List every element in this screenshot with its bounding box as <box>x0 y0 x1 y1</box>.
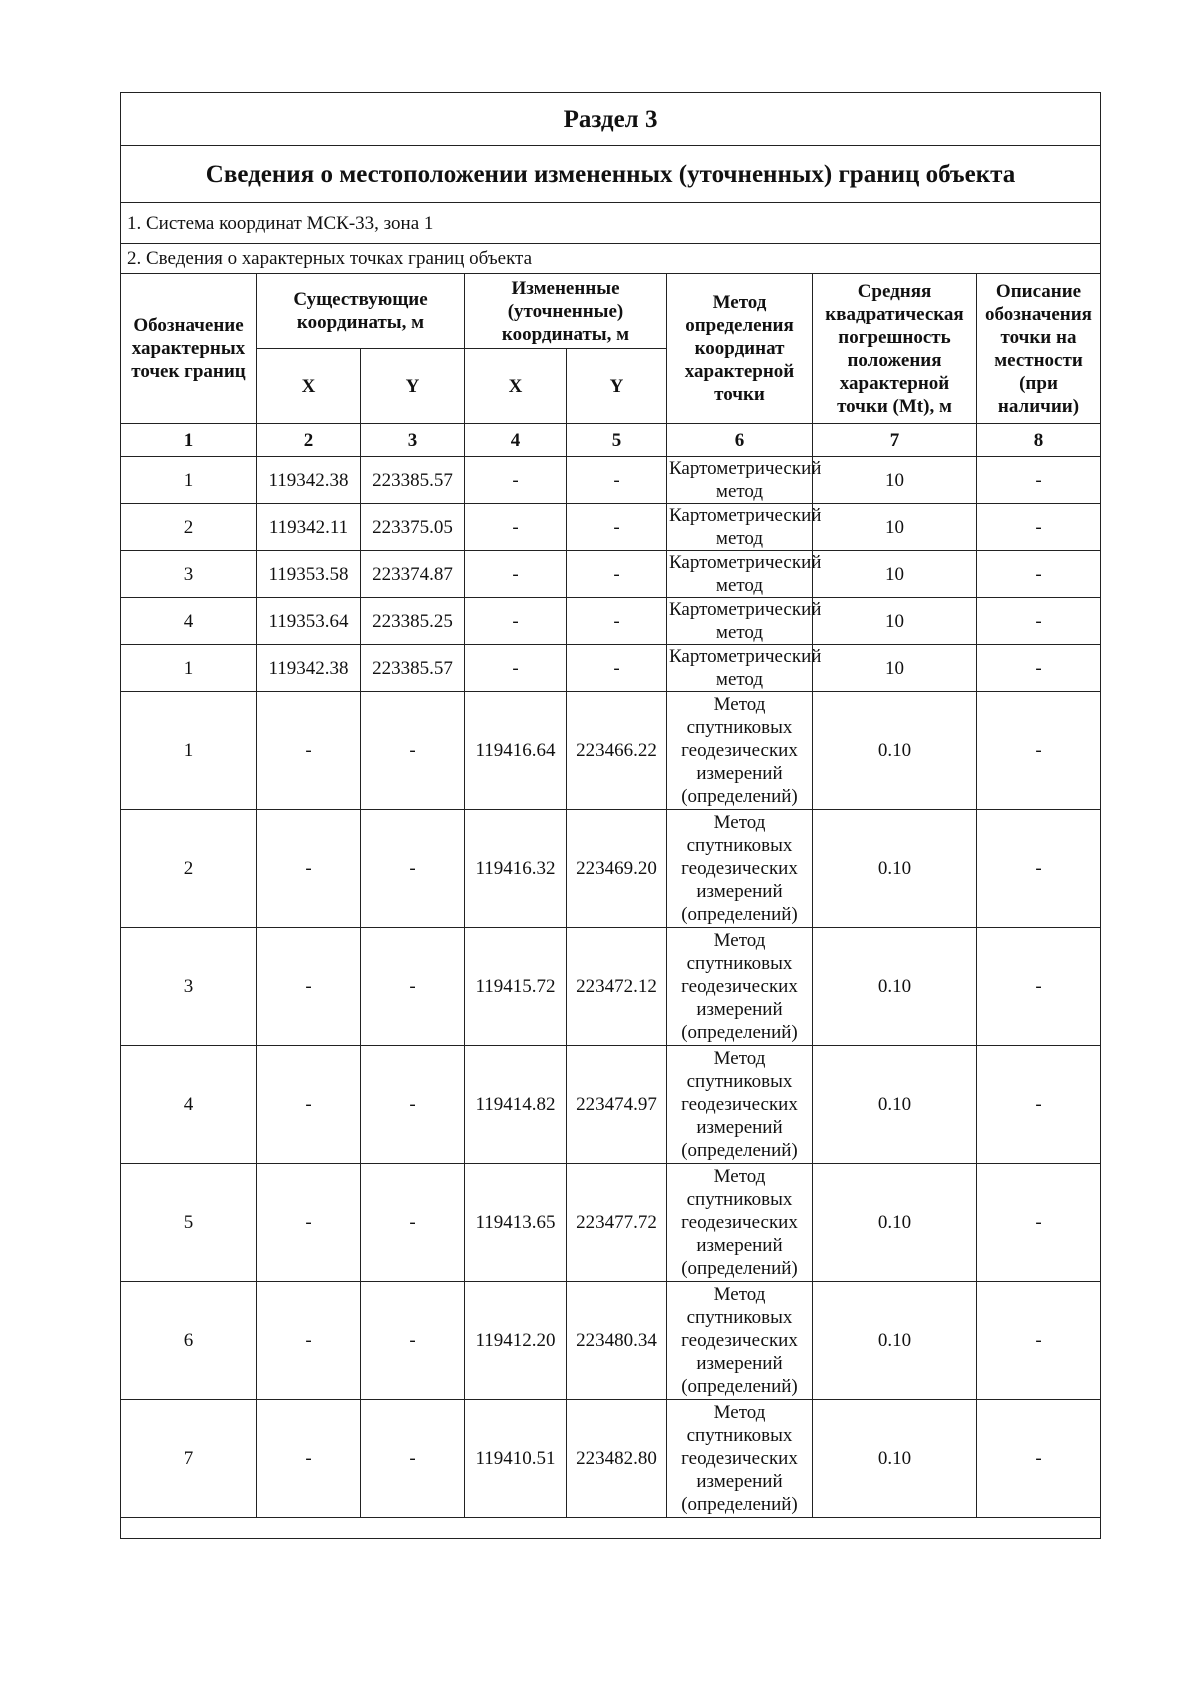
point-designation-cell: 5 <box>121 1164 257 1282</box>
existing-x-cell: - <box>257 692 361 810</box>
method-cell: Метод спутниковых геодезических измерений (определений) <box>667 1400 813 1518</box>
existing-y-cell: - <box>361 692 465 810</box>
mean-error-cell: 10 <box>813 598 977 645</box>
point-designation-cell: 4 <box>121 598 257 645</box>
column-number: 2 <box>257 424 361 457</box>
changed-y-cell: 223480.34 <box>567 1282 667 1400</box>
changed-y-cell: 223474.97 <box>567 1046 667 1164</box>
point-designation-cell: 7 <box>121 1400 257 1518</box>
method-cell: Метод спутниковых геодезических измерений (определений) <box>667 1164 813 1282</box>
existing-y-cell: - <box>361 1282 465 1400</box>
changed-x-cell: 119415.72 <box>465 928 567 1046</box>
changed-y-cell: - <box>567 551 667 598</box>
coordinate-system-line: 1. Система координат МСК-33, зона 1 <box>121 203 1101 244</box>
existing-y-cell: - <box>361 810 465 928</box>
changed-y-cell: 223469.20 <box>567 810 667 928</box>
existing-x-cell: - <box>257 1164 361 1282</box>
point-designation-cell: 2 <box>121 810 257 928</box>
existing-y-cell: - <box>361 1400 465 1518</box>
mean-error-cell: 10 <box>813 645 977 692</box>
description-cell: - <box>977 1046 1101 1164</box>
table-row <box>121 504 1101 551</box>
table-row <box>121 810 1101 928</box>
method-cell: Картометрический метод <box>667 551 813 598</box>
header-changed-x: X <box>465 349 567 424</box>
changed-x-cell: - <box>465 504 567 551</box>
existing-y-cell: - <box>361 1046 465 1164</box>
changed-x-cell: 119416.64 <box>465 692 567 810</box>
changed-x-cell: - <box>465 551 567 598</box>
mean-error-cell: 0.10 <box>813 1400 977 1518</box>
existing-y-cell: 223385.25 <box>361 598 465 645</box>
changed-x-cell: 119414.82 <box>465 1046 567 1164</box>
existing-x-cell: - <box>257 810 361 928</box>
mean-error-cell: 10 <box>813 504 977 551</box>
mean-error-cell: 10 <box>813 551 977 598</box>
description-cell: - <box>977 1282 1101 1400</box>
description-cell: - <box>977 457 1101 504</box>
method-cell: Картометрический метод <box>667 598 813 645</box>
header-existing-x: X <box>257 349 361 424</box>
changed-x-cell: 119416.32 <box>465 810 567 928</box>
changed-y-cell: - <box>567 598 667 645</box>
description-cell: - <box>977 504 1101 551</box>
table-end-row <box>121 1518 1101 1539</box>
method-cell: Метод спутниковых геодезических измерений (определений) <box>667 810 813 928</box>
boundary-points-table <box>120 92 1101 1539</box>
description-cell: - <box>977 551 1101 598</box>
changed-x-cell: 119413.65 <box>465 1164 567 1282</box>
header-changed-y: Y <box>567 349 667 424</box>
method-cell: Метод спутниковых геодезических измерений (определений) <box>667 1282 813 1400</box>
existing-y-cell: 223385.57 <box>361 645 465 692</box>
table-row <box>121 551 1101 598</box>
changed-x-cell: - <box>465 645 567 692</box>
changed-y-cell: - <box>567 504 667 551</box>
mean-error-cell: 0.10 <box>813 1046 977 1164</box>
changed-y-cell: 223477.72 <box>567 1164 667 1282</box>
existing-x-cell: 119342.38 <box>257 457 361 504</box>
changed-y-cell: - <box>567 645 667 692</box>
section-sheet <box>120 92 1100 1539</box>
existing-x-cell: 119353.58 <box>257 551 361 598</box>
points-caption: 2. Сведения о характерных точках границ объекта <box>121 244 1101 274</box>
empty-cell <box>121 1518 1101 1539</box>
point-designation-cell: 1 <box>121 645 257 692</box>
changed-x-cell: - <box>465 598 567 645</box>
table-row <box>121 645 1101 692</box>
changed-y-cell: 223482.80 <box>567 1400 667 1518</box>
table-row <box>121 1046 1101 1164</box>
method-cell: Метод спутниковых геодезических измерений (определений) <box>667 928 813 1046</box>
mean-error-cell: 10 <box>813 457 977 504</box>
existing-x-cell: - <box>257 1282 361 1400</box>
header-existing-coordinates: Существующие координаты, м <box>257 274 465 349</box>
changed-y-cell: 223466.22 <box>567 692 667 810</box>
method-cell: Картометрический метод <box>667 457 813 504</box>
existing-x-cell: 119342.11 <box>257 504 361 551</box>
existing-y-cell: 223374.87 <box>361 551 465 598</box>
mean-error-cell: 0.10 <box>813 1282 977 1400</box>
column-number: 1 <box>121 424 257 457</box>
point-designation-cell: 2 <box>121 504 257 551</box>
changed-x-cell: - <box>465 457 567 504</box>
description-cell: - <box>977 1400 1101 1518</box>
header-existing-y: Y <box>361 349 465 424</box>
point-designation-cell: 1 <box>121 457 257 504</box>
column-number: 8 <box>977 424 1101 457</box>
existing-x-cell: 119342.38 <box>257 645 361 692</box>
mean-error-cell: 0.10 <box>813 692 977 810</box>
method-cell: Картометрический метод <box>667 645 813 692</box>
table-row <box>121 928 1101 1046</box>
description-cell: - <box>977 692 1101 810</box>
column-number: 5 <box>567 424 667 457</box>
table-row <box>121 1164 1101 1282</box>
existing-x-cell: - <box>257 1400 361 1518</box>
column-number: 3 <box>361 424 465 457</box>
existing-y-cell: 223375.05 <box>361 504 465 551</box>
table-row <box>121 1400 1101 1518</box>
table-row <box>121 457 1101 504</box>
changed-x-cell: 119410.51 <box>465 1400 567 1518</box>
changed-y-cell: 223472.12 <box>567 928 667 1046</box>
column-number: 6 <box>667 424 813 457</box>
existing-y-cell: - <box>361 928 465 1046</box>
table-row <box>121 692 1101 810</box>
point-designation-cell: 6 <box>121 1282 257 1400</box>
section-heading: Раздел 3 <box>121 93 1101 146</box>
method-cell: Картометрический метод <box>667 504 813 551</box>
document-title: Сведения о местоположении измененных (уточненных) границ объекта <box>121 146 1101 203</box>
method-cell: Метод спутниковых геодезических измерений (определений) <box>667 692 813 810</box>
changed-y-cell: - <box>567 457 667 504</box>
point-designation-cell: 4 <box>121 1046 257 1164</box>
mean-error-cell: 0.10 <box>813 928 977 1046</box>
existing-x-cell: - <box>257 928 361 1046</box>
existing-y-cell: - <box>361 1164 465 1282</box>
point-designation-cell: 3 <box>121 551 257 598</box>
description-cell: - <box>977 598 1101 645</box>
existing-x-cell: 119353.64 <box>257 598 361 645</box>
description-cell: - <box>977 1164 1101 1282</box>
description-cell: - <box>977 928 1101 1046</box>
mean-error-cell: 0.10 <box>813 1164 977 1282</box>
point-designation-cell: 3 <box>121 928 257 1046</box>
column-number: 7 <box>813 424 977 457</box>
header-mean-error: Средняя квадратическая погрешность положения характерной точки (Mt), м <box>813 274 977 424</box>
header-description: Описание обозначения точки на местности (при наличии) <box>977 274 1101 424</box>
header-changed-coordinates: Измененные (уточненные) координаты, м <box>465 274 667 349</box>
existing-x-cell: - <box>257 1046 361 1164</box>
point-designation-cell: 1 <box>121 692 257 810</box>
changed-x-cell: 119412.20 <box>465 1282 567 1400</box>
header-designation: Обозначение характерных точек границ <box>121 274 257 424</box>
mean-error-cell: 0.10 <box>813 810 977 928</box>
table-row <box>121 1282 1101 1400</box>
column-number: 4 <box>465 424 567 457</box>
existing-y-cell: 223385.57 <box>361 457 465 504</box>
description-cell: - <box>977 810 1101 928</box>
header-method: Метод определения координат характерной точки <box>667 274 813 424</box>
method-cell: Метод спутниковых геодезических измерений (определений) <box>667 1046 813 1164</box>
description-cell: - <box>977 645 1101 692</box>
table-row <box>121 598 1101 645</box>
